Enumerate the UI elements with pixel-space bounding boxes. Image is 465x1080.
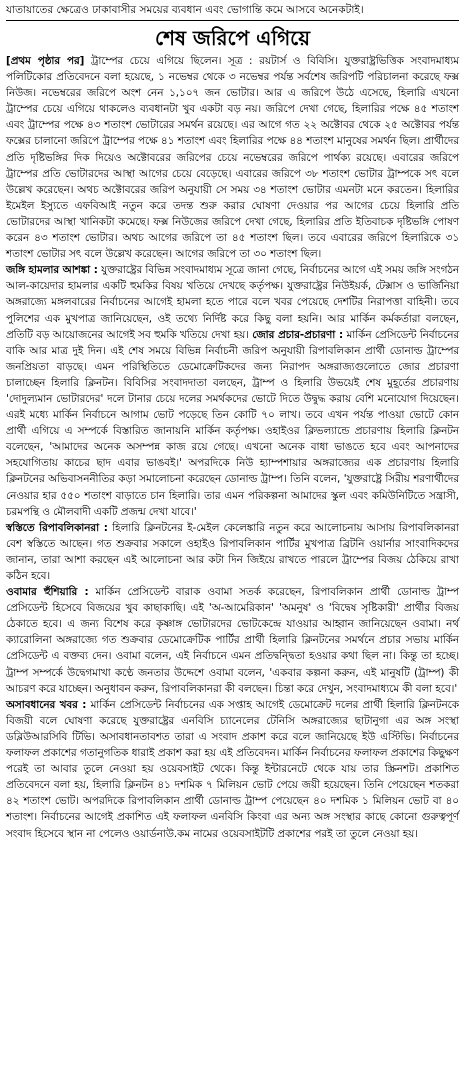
paragraph-subhead: অসাবধানের খবর : — [6, 698, 87, 711]
previous-article-tail: যাতায়াতের ক্ষেত্রেও ঢাকাবাসীর সময়ের ব্যবধান এবং ভোগান্তি কমে আসবে অনেকটাই। — [6, 0, 459, 21]
article-paragraph — [6, 520, 459, 584]
paragraph-text: ট্রাম্পের চেয়ে এগিয়ে ছিলেন। সূত্র : রয়টার্স ও বিবিসি। যুক্তরাষ্ট্রভিত্তিক সংবাদমাধ্যম পলিটিকোর প্রতিবেদনে বলা হয়েছে, ১ নভেম্বর থেকে ৩ নভেম্বর পর্যন্ত সর্বশেষ জরিপটি পরিচালনা করেছে ফক্স নিউজ। নভেম্বরের জরিপে অংশ নেন ১,১০৭ জন ভোটার। আর এ জরিপে উঠে এসেছে, হিলারি এখনো ট্রাম্পের চেয়ে এগিয়ে থাকলেও ব্যবধানটা খুব একটা বড় নয়। জরিপে দেখা গেছে, হিলারির পক্ষে ৪৫ শতাংশ এবং ট্রাম্পের পক্ষে ৪৩ শতাংশ ভোটারের সমর্থন রয়েছে। এর আগে গত ২২ অক্টোবর থেকে ২৫ অক্টোবর পর্যন্ত ফক্সের চালানো জরিপে ট্রাম্পের পক্ষে ৪১ শতাংশ এবং হিলারির পক্ষে ৪৪ শতাংশ মানুষের সমর্থন ছিল। প্রার্থীদের প্রতি দৃষ্টিভঙ্গির দিক দিয়েও অক্টোবরের জরিপের চেয়ে নভেম্বরের জরিপে পার্থক্য রয়েছে। এবারের জরিপে ট্রাম্পের প্রতি ভোটারদের আস্থা আগের চেয়ে বেড়েছে। এবারের জরিপে ৩৮ শতাংশ ভোটার ট্রাম্পকে সৎ বলে উল্লেখ করেছেন। অথচ অক্টোবরের জরিপ অনুযায়ী সে সময় ৩৪ শতাংশ ভোটার এমনটা মনে করতেন। হিলারির ইমেইল ইস্যুতে এফবিআই নতুন করে তদন্ত শুরু করার ঘোষণা দেওয়ার পর আগের চেয়ে হিলারি প্রতি ভোটারদের আস্থা খানিকটা কমেছে। ফক্স নিউজের জরিপে দেখা গেছে, হিলারির প্রতি ইতিবাচক দৃষ্টিভঙ্গি পোষণ করেন ৪৩ শতাংশ ভোটার। অথচ আগের জরিপে তা ৪৫ শতাংশ ছিল। তবে এবারের জরিপে হিলারিকে ৩১ শতাংশ ভোটার সৎ বলে উল্লেখ করেছেন। আগের জরিপে তা ৩০ শতাংশ ছিল। — [6, 55, 459, 261]
article-body — [6, 53, 459, 842]
paragraph-text: মার্কিন প্রেসিডেন্ট নির্বাচনের এক সপ্তাহ আগেই ডেমোক্রেট দলের প্রার্থী হিলারি ক্লিনটনকে বিজয়ী বলে ঘোষণা করেছে যুক্তরাষ্ট্রের এনবিসি চ্যানেলের টেনিসি অঙ্গরাজ্যের ছাটানুগা এর অঙ্গ সংস্থা ডব্লিউআরসিবি টিভি। অসাবধানতাবশত তারা এ সংবাদ প্রকাশ করে বলে জানিয়েছে ইউ এস্টিভি। নির্বাচনের ফলাফল প্রকাশের গতানুগতিক ধারাই প্রকাশ করা হয় এই প্রতিবেদন। মার্কিন নির্বাচনের ফলাফল প্রকাশের কিছুক্ষণ পরেই তা আবার তুলে নেওয়া হয় ওয়েবসাইট থেকে। কিন্তু ইন্টারনেটে থেকে যায় তার স্ক্রিনশট। প্রকাশিত প্রতিবেদনে বলা হয়, হিলারি ক্লিনটন ৪১ দশমিক ৭ মিলিয়ন ভোট পেয়ে জয়ী হয়েছেন। তিনি পেয়েছেন শতকরা ৪২ শতাংশ ভোট। অপরদিকে রিপাবলিকান প্রার্থী ডোনাল্ড ট্রাম্প পেয়েছেন ৪০ দশমিক ১ মিলিয়ন ভোট বা ৪০ শতাংশ। নির্বাচনের আগেই প্রকাশিত এই ফলাফল এনবিসি কিংবা এর অন্য অঙ্গ সংস্থার কাছে কোনো গুরুত্বপূর্ণ সংবাদ হিসেবে স্থান না পেলেও ওয়ার্ডনাউ.কম নামের ওয়েবসাইটটি প্রকাশের পরই তা তুলে নেওয়া হয়। — [6, 698, 459, 840]
article-paragraph — [6, 262, 459, 520]
paragraph-subhead: স্বস্তিতে রিপাবলিকানরা : — [6, 521, 108, 534]
paragraph-text: মার্কিন প্রেসিডেন্ট নির্বাচনের বাকি আর মাত্র দুই দিন। এই শেষ সময়ে বিভিন্ন নির্বাচনী জরিপ অনুযায়ী রিপাবলিকান প্রার্থী ডোনাল্ড ট্রাম্পের জনপ্রিয়তা বাড়ছে। এমন পরিস্থিতিতে ডেমোক্রেটিকদের জন্য নিরাপদ অঙ্গরাজ্যগুলোতে জোর প্রচারণা চালাচ্ছেন হিলারি ক্লিনটন। বিবিসির সংবাদদাতা বলছেন, ট্রাম্প ও হিলারি উভয়েই শেষ মুহূর্তের প্রচারণায় 'দোদুল্যমান ভোটারদের' দলে টানার চেয়ে দলের সমর্থকদের ভোটে দিতে উদ্বুদ্ধ করায় বেশি মনোযোগ দিয়েছেন। এরই মধ্যে মার্কিন নির্বাচনে আগাম ভোট পড়েছে তিন কোটি ৭০ লাখ। তবে এখন পর্যন্ত পাওয়া ভোটে কোন প্রার্থী এগিয়ে এ সম্পর্কে বিস্তারিত জানায়নি মার্কিন কর্তৃপক্ষ। ওহাইওর ক্লিভল্যান্ডে প্রচারণায় হিলারি ক্লিনটন বলেছেন, 'আমাদের অনেক অসম্পন্ন কাজ রয়ে গেছে। এখনো অনেক বাধা ভাঙতে হবে এবং আপনাদের সহযোগিতায় কাচের ছাদ এবার ভাঙবই।' অপরদিকে নিউ হ্যাম্পশায়ার অঙ্গরাজ্যের এক প্রচারণায় হিলারি ক্লিনটনের অভিবাসননীতির কড়া সমালোচনা করেছেন ডোনাল্ড ট্রাম্প। তিনি বলেন, 'যুক্তরাষ্ট্রে সিরীয় শরণার্থীদের নেওয়ার হার ৫৫০ শতাংশ বাড়াতে চান হিলারি। তার এমন পরিকল্পনা আমাদের স্কুল এবং কমিউনিটিতে সন্ত্রাসী, চরমপন্থি ও মৌলবাদী একটি প্রজন্ম দেখা যাবে।' — [6, 328, 460, 518]
paragraph-text: মার্কিন প্রেসিডেন্ট বারাক ওবামা সতর্ক করেছেন, রিপাবলিকান প্রার্থী ডোনাল্ড ট্রাম্প প্রেসিডেন্ট হিসেবে বিজয়ের খুব কাছাকাছি। এই 'অ-আমেরিকান' 'অমনুষ' ও 'বিদ্বেষ সৃষ্টিকারী' প্রার্থীর বিজয় ঠেকাতে হবে। এ জন্য বিশেষ করে কৃষ্ণাঙ্গ ভোটারদের ভোটকেন্দ্রে যাওয়ার আহ্বান জানিয়েছেন ওবামা। নর্থ ক্যারোলিনা অঙ্গরাজ্যে গত শুক্রবার ডেমোক্রেটিক পার্টির প্রার্থী হিলারি ক্লিনটনের সমর্থনে প্রচার সভায় মার্কিন প্রেসিডেন্ট এ বক্তব্য দেন। ওবামা বলেন, এই নির্বাচনে এমন প্রতিদ্বন্দ্বিতা হওয়ার কথা ছিল না। কিন্তু তা হচ্ছে। ট্রাম্প সম্পর্কে উদ্বেগমাখা কণ্ঠে জনতার উদ্দেশে ওবামা বলেন, 'একবার কল্পনা করুন, এই মানুষটি (ট্রাম্প) কী আচরণ করে যাচ্ছেন। অনুধাবন করুন, রিপাবলিকানরা কী বলছেন। চিন্তা করে দেখুন, সংবাদমাধ্যমে কী বলা হবে।' — [6, 586, 459, 695]
paragraph-subhead: জোর প্রচার-প্রচারণা : — [252, 328, 344, 341]
paragraph-text: হিলারি ক্লিনটনের ই-মেইল কেলেঙ্কারি নতুন করে আলোচনায় আসায় রিপাবলিকানরা বেশ স্বস্তিতে আছেন। গত শুক্রবার সকালে ওহাইও রিপাবলিকান পার্টির মুখপাত্র ব্রিটনি ওয়ার্নার সাংবাদিকদের জানান, তারা আশা করছেন এই আলোচনা আর কটা দিন জিইয়ে রাখতে পারলে ট্রাম্পের বিজয় ঠেকিয়ে রাখা কঠিন হবে। — [6, 521, 459, 582]
paragraph-subhead: ওবামার হুঁশিয়ারি : — [6, 586, 89, 599]
headline: শেষ জরিপে এগিয়ে — [155, 26, 310, 50]
article-paragraph — [6, 584, 459, 697]
paragraph-subhead: জঙ্গি হামলার আশঙ্কা : — [6, 264, 98, 277]
article-paragraph — [6, 697, 459, 842]
article-paragraph — [6, 53, 459, 262]
paragraph-subhead: [প্রথম পৃষ্ঠার পর] — [6, 55, 85, 67]
paragraph-text: যুক্তরাষ্ট্রের বিভিন্ন সংবাদমাধ্যম সূত্রে জানা গেছে, নির্বাচনের আগে এই সময় জঙ্গি সংগঠন আল-কায়েদার হামলার একটি হুমকির বিষয় খতিয়ে দেখছে কর্তৃপক্ষ। যুক্তরাষ্ট্রের নিউইয়র্ক, টেক্সাস ও ভার্জিনিয়া অঙ্গরাজ্যে মঙ্গলবারের নির্বাচনের আগেই হামলা হতে পারে বলে খবর পেয়েছে দেশটির নিরাপত্তা বাহিনী। তবে পুলিশের এক মুখপাত্র জানিয়েছেন, ওই তথ্যে নির্দিষ্ট করে কিছু বলা হয়নি। আর মার্কিন কর্মকর্তারা বলছেন, প্রতিটি বড় আয়োজনের আগেই সব হুমকি খতিয়ে দেখা হয়। — [6, 264, 460, 341]
